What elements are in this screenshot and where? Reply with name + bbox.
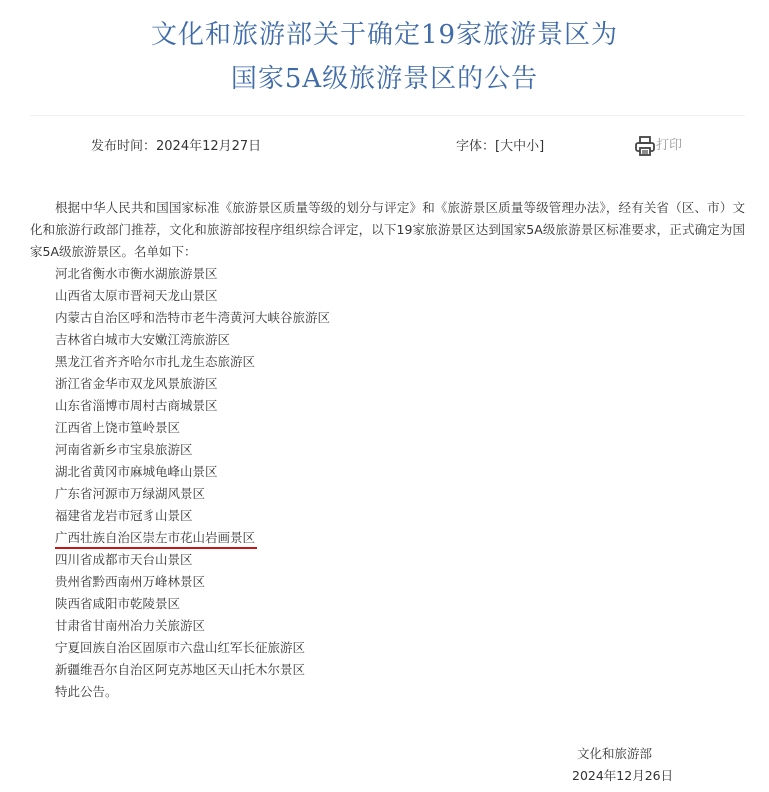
list-item: 贵州省黔西南州万峰林景区 (55, 574, 206, 589)
list-item: 河北省衡水市衡水湖旅游景区 (55, 266, 218, 281)
header-divider (30, 115, 745, 116)
font-size-large-link[interactable]: 大 (500, 139, 514, 154)
printer-icon (634, 135, 656, 157)
issuing-organization: 文化和旅游部 (577, 746, 653, 761)
list-item: 江西省上饶市篁岭景区 (55, 420, 181, 435)
list-item: 福建省龙岩市冠豸山景区 (55, 508, 193, 523)
article-title-line-1: 文化和旅游部关于确定19家旅游景区为 (150, 20, 619, 50)
list-item-highlighted (30, 527, 745, 549)
closing-statement: 特此公告。 (55, 684, 118, 699)
list-item: 湖北省黄冈市麻城龟峰山景区 (55, 464, 218, 479)
list-item: 四川省成都市天台山景区 (55, 552, 193, 567)
list-item: 山西省太原市晋祠天龙山景区 (55, 288, 218, 303)
publish-date-value: 2024年12月27日 (156, 139, 262, 154)
bracket-open: [ (495, 139, 501, 154)
font-size-selector (456, 137, 544, 157)
list-item: 新疆维吾尔自治区阿克苏地区天山托木尔景区 (55, 662, 306, 677)
print-label: 打印 (656, 138, 683, 153)
list-item: 黑龙江省齐齐哈尔市扎龙生态旅游区 (55, 354, 256, 369)
list-item: 河南省新乡市宝泉旅游区 (55, 442, 193, 457)
issue-date: 2024年12月26日 (572, 768, 674, 783)
article-title-line-2: 国家5A级旅游景区的公告 (230, 64, 539, 94)
publish-date (91, 137, 261, 157)
list-item: 浙江省金华市双龙风景旅游区 (55, 376, 218, 391)
list-item: 内蒙古自治区呼和浩特市老牛湾黄河大峡谷旅游区 (55, 310, 331, 325)
publish-label: 发布时间： (91, 139, 157, 154)
font-size-small-link[interactable]: 小 (526, 139, 540, 154)
font-size-medium-link[interactable]: 中 (513, 139, 527, 154)
list-item: 吉林省白城市大安嫩江湾旅游区 (55, 332, 231, 347)
intro-paragraph: 根据中华人民共和国国家标准《旅游景区质量等级的划分与评定》和《旅游景区质量等级管理办法》，经有关省（区、市）文化和旅游行政部门推荐，文化和旅游部按程序组织综合评定，以下19家旅游景区达到国家5A级旅游景区标准要求，正式确定为国家5A级旅游景区。名单如下： (30, 200, 745, 259)
list-item: 宁夏回族自治区固原市六盘山红军长征旅游区 (55, 640, 306, 655)
highlighted-scenic-area: 广西壮族自治区崇左市花山岩画景区 (55, 528, 257, 549)
list-item: 陕西省咸阳市乾陵景区 (55, 596, 181, 611)
font-size-label: 字体： (456, 139, 496, 154)
article-body (30, 197, 745, 703)
bracket-close: ] (539, 139, 545, 154)
list-item: 山东省淄博市周村古商城景区 (55, 398, 218, 413)
print-button[interactable] (634, 135, 682, 157)
list-item: 广东省河源市万绿湖风景区 (55, 486, 206, 501)
list-item: 甘肃省甘南州冶力关旅游区 (55, 618, 206, 633)
